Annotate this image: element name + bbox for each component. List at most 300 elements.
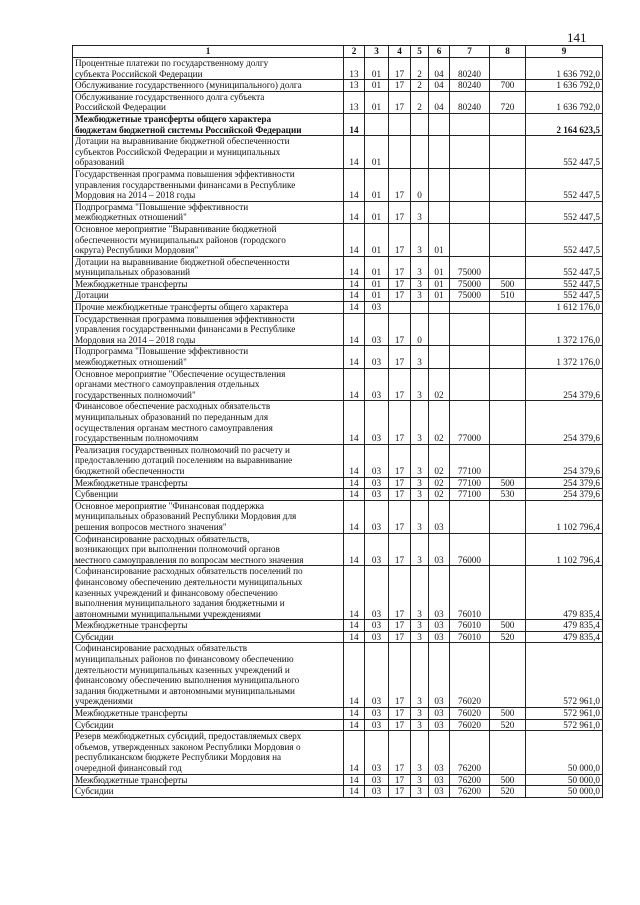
code-cell xyxy=(411,302,429,314)
code-cell xyxy=(365,113,389,135)
code-cell xyxy=(490,168,526,201)
code-cell: 03 xyxy=(365,708,389,720)
code-cell: 01 xyxy=(365,168,389,201)
code-cell xyxy=(490,643,526,708)
code-cell: 01 xyxy=(365,223,389,256)
code-cell: 75000 xyxy=(450,278,490,290)
code-cell: 17 xyxy=(389,80,411,92)
code-cell: 17 xyxy=(389,500,411,533)
amount-cell: 479 835,4 xyxy=(526,631,603,643)
row-name: Прочие межбюджетные трансферты общего характера xyxy=(73,302,344,314)
table-row xyxy=(73,113,603,135)
amount-cell: 254 379,6 xyxy=(526,477,603,489)
code-cell: 14 xyxy=(344,278,365,290)
code-cell: 80240 xyxy=(450,91,490,113)
row-name: Субвенции xyxy=(73,489,344,501)
code-cell: 3 xyxy=(411,731,429,774)
code-cell: 14 xyxy=(344,774,365,786)
code-cell xyxy=(490,113,526,135)
code-cell: 03 xyxy=(365,346,389,368)
code-cell xyxy=(450,346,490,368)
code-cell xyxy=(429,113,450,135)
code-cell: 01 xyxy=(365,201,389,223)
code-cell xyxy=(450,113,490,135)
amount-cell: 2 164 623,5 xyxy=(526,113,603,135)
amount-cell: 50 000,0 xyxy=(526,731,603,774)
code-cell: 720 xyxy=(490,91,526,113)
code-cell: 01 xyxy=(365,290,389,302)
code-cell: 80240 xyxy=(450,58,490,80)
amount-cell: 254 379,6 xyxy=(526,444,603,477)
code-cell: 3 xyxy=(411,346,429,368)
code-cell: 76000 xyxy=(450,533,490,566)
row-name: Основное мероприятие "Финансовая поддержка муниципальных образований Республики Мордовия для решения вопросов местного значения" xyxy=(73,500,344,533)
code-cell: 04 xyxy=(429,91,450,113)
code-cell: 17 xyxy=(389,719,411,731)
code-cell: 530 xyxy=(490,489,526,501)
code-cell: 3 xyxy=(411,719,429,731)
code-cell xyxy=(490,346,526,368)
code-cell: 01 xyxy=(365,256,389,278)
row-name: Реализация государственных полномочий по расчету и предоставлению дотаций поселениям на выравнивание бюджетной обеспеченности xyxy=(73,444,344,477)
code-cell xyxy=(490,136,526,169)
code-cell: 14 xyxy=(344,290,365,302)
code-cell: 17 xyxy=(389,631,411,643)
column-header: 3 xyxy=(365,46,389,58)
table-row xyxy=(73,80,603,92)
code-cell: 3 xyxy=(411,489,429,501)
code-cell: 3 xyxy=(411,774,429,786)
row-name: Государственная программа повышения эффективности управления государственными финансами в Республике Мордовия на 2014 – 2018 годы xyxy=(73,313,344,346)
code-cell: 01 xyxy=(365,136,389,169)
row-name: Финансовое обеспечение расходных обязательств муниципальных образований по переданным для осуществления органам местного самоуправления государственным полномочиям xyxy=(73,401,344,444)
code-cell xyxy=(490,731,526,774)
code-cell: 17 xyxy=(389,489,411,501)
code-cell: 2 xyxy=(411,58,429,80)
code-cell: 02 xyxy=(429,477,450,489)
code-cell: 500 xyxy=(490,620,526,632)
row-name: Основное мероприятие "Выравнивание бюджетной обеспеченности муниципальных районов (городского округа) Республики Мордовия" xyxy=(73,223,344,256)
row-name: Софинансирование расходных обязательств муниципальных районов по финансовому обеспечению деятельности муниципальных казенных учреждений и финансовому обеспечению выполнения муниципального задания бюджетными и автономными муниципальными учреждениями xyxy=(73,643,344,708)
code-cell: 14 xyxy=(344,620,365,632)
code-cell: 2 xyxy=(411,91,429,113)
code-cell: 77000 xyxy=(450,401,490,444)
code-cell: 14 xyxy=(344,113,365,135)
row-name: Основное мероприятие "Обеспечение осуществления органами местного самоуправления отдельных государственных полномочий" xyxy=(73,368,344,401)
code-cell: 03 xyxy=(365,533,389,566)
code-cell: 17 xyxy=(389,256,411,278)
code-cell: 03 xyxy=(365,774,389,786)
table-row xyxy=(73,708,603,720)
code-cell: 76020 xyxy=(450,708,490,720)
row-name: Межбюджетные трансферты xyxy=(73,774,344,786)
code-cell xyxy=(490,201,526,223)
code-cell: 17 xyxy=(389,201,411,223)
code-cell: 17 xyxy=(389,477,411,489)
code-cell xyxy=(490,313,526,346)
amount-cell: 254 379,6 xyxy=(526,368,603,401)
code-cell: 17 xyxy=(389,533,411,566)
code-cell: 3 xyxy=(411,368,429,401)
column-header: 6 xyxy=(429,46,450,58)
code-cell: 03 xyxy=(429,719,450,731)
code-cell: 76020 xyxy=(450,643,490,708)
amount-cell: 1 636 792,0 xyxy=(526,80,603,92)
code-cell: 500 xyxy=(490,708,526,720)
code-cell: 3 xyxy=(411,256,429,278)
table-row xyxy=(73,168,603,201)
code-cell xyxy=(389,113,411,135)
code-cell: 03 xyxy=(429,620,450,632)
row-name: Межбюджетные трансферты xyxy=(73,278,344,290)
table-row xyxy=(73,477,603,489)
table-row xyxy=(73,290,603,302)
amount-cell: 1 102 796,4 xyxy=(526,500,603,533)
code-cell: 03 xyxy=(365,731,389,774)
table-row xyxy=(73,278,603,290)
code-cell: 14 xyxy=(344,631,365,643)
code-cell xyxy=(450,302,490,314)
code-cell xyxy=(450,201,490,223)
code-cell: 14 xyxy=(344,136,365,169)
table-row xyxy=(73,58,603,80)
code-cell: 03 xyxy=(365,444,389,477)
row-name: Межбюджетные трансферты общего характера бюджетам бюджетной системы Российской Федерации xyxy=(73,113,344,135)
code-cell: 14 xyxy=(344,731,365,774)
code-cell: 03 xyxy=(429,500,450,533)
amount-cell: 1 636 792,0 xyxy=(526,91,603,113)
code-cell: 77100 xyxy=(450,477,490,489)
code-cell: 3 xyxy=(411,708,429,720)
table-body xyxy=(73,58,603,798)
code-cell: 03 xyxy=(429,731,450,774)
code-cell: 03 xyxy=(429,533,450,566)
code-cell: 76010 xyxy=(450,631,490,643)
code-cell: 17 xyxy=(389,731,411,774)
amount-cell: 552 447,5 xyxy=(526,256,603,278)
amount-cell: 1 372 176,0 xyxy=(526,313,603,346)
row-name: Субсидии xyxy=(73,786,344,798)
code-cell: 3 xyxy=(411,201,429,223)
code-cell: 03 xyxy=(365,313,389,346)
column-header: 7 xyxy=(450,46,490,58)
row-name: Межбюджетные трансферты xyxy=(73,708,344,720)
code-cell: 03 xyxy=(365,643,389,708)
code-cell: 520 xyxy=(490,719,526,731)
row-name: Государственная программа повышения эффективности управления государственными финансами в Республике Мордовия на 2014 – 2018 годы xyxy=(73,168,344,201)
code-cell xyxy=(490,256,526,278)
code-cell: 01 xyxy=(429,223,450,256)
code-cell xyxy=(450,368,490,401)
code-cell: 3 xyxy=(411,477,429,489)
amount-cell: 552 447,5 xyxy=(526,223,603,256)
code-cell xyxy=(389,302,411,314)
code-cell: 14 xyxy=(344,719,365,731)
code-cell: 03 xyxy=(365,401,389,444)
code-cell: 17 xyxy=(389,346,411,368)
row-name: Межбюджетные трансферты xyxy=(73,620,344,632)
code-cell: 17 xyxy=(389,278,411,290)
amount-cell: 1 612 176,0 xyxy=(526,302,603,314)
table-row xyxy=(73,731,603,774)
code-cell: 01 xyxy=(429,290,450,302)
code-cell: 2 xyxy=(411,80,429,92)
amount-cell: 572 961,0 xyxy=(526,719,603,731)
code-cell: 03 xyxy=(365,368,389,401)
code-cell: 3 xyxy=(411,643,429,708)
code-cell: 3 xyxy=(411,223,429,256)
table-row xyxy=(73,401,603,444)
code-cell xyxy=(490,401,526,444)
amount-cell: 254 379,6 xyxy=(526,489,603,501)
code-cell xyxy=(450,168,490,201)
code-cell: 14 xyxy=(344,566,365,620)
code-cell: 04 xyxy=(429,58,450,80)
code-cell: 17 xyxy=(389,58,411,80)
code-cell: 14 xyxy=(344,256,365,278)
code-cell xyxy=(411,136,429,169)
table-row xyxy=(73,786,603,798)
code-cell: 03 xyxy=(365,302,389,314)
table-row xyxy=(73,368,603,401)
code-cell: 3 xyxy=(411,290,429,302)
code-cell: 75000 xyxy=(450,256,490,278)
code-cell: 03 xyxy=(365,631,389,643)
row-name: Дотации на выравнивание бюджетной обеспеченности субъектов Российской Федерации и муниципальных образований xyxy=(73,136,344,169)
row-name: Подпрограмма "Повышение эффективности межбюджетных отношений" xyxy=(73,201,344,223)
code-cell xyxy=(490,566,526,620)
budget-table xyxy=(72,45,603,798)
code-cell: 03 xyxy=(365,786,389,798)
code-cell xyxy=(450,223,490,256)
amount-cell: 1 102 796,4 xyxy=(526,533,603,566)
code-cell: 3 xyxy=(411,620,429,632)
code-cell: 14 xyxy=(344,477,365,489)
code-cell: 3 xyxy=(411,401,429,444)
code-cell: 14 xyxy=(344,302,365,314)
amount-cell: 254 379,6 xyxy=(526,401,603,444)
code-cell: 76020 xyxy=(450,719,490,731)
code-cell: 17 xyxy=(389,313,411,346)
code-cell: 17 xyxy=(389,774,411,786)
code-cell xyxy=(429,136,450,169)
table-row xyxy=(73,620,603,632)
code-cell: 01 xyxy=(365,58,389,80)
code-cell: 14 xyxy=(344,201,365,223)
table-row xyxy=(73,489,603,501)
code-cell: 3 xyxy=(411,533,429,566)
table-row xyxy=(73,136,603,169)
code-cell: 14 xyxy=(344,346,365,368)
code-cell: 03 xyxy=(365,500,389,533)
header-row xyxy=(73,46,603,58)
table-row xyxy=(73,302,603,314)
code-cell: 14 xyxy=(344,313,365,346)
amount-cell: 479 835,4 xyxy=(526,620,603,632)
column-header: 9 xyxy=(526,46,603,58)
amount-cell: 50 000,0 xyxy=(526,774,603,786)
table-row xyxy=(73,500,603,533)
code-cell: 13 xyxy=(344,58,365,80)
code-cell: 02 xyxy=(429,368,450,401)
code-cell: 13 xyxy=(344,91,365,113)
table-row xyxy=(73,631,603,643)
code-cell: 01 xyxy=(365,80,389,92)
code-cell: 03 xyxy=(429,566,450,620)
code-cell: 77100 xyxy=(450,444,490,477)
row-name: Дотации xyxy=(73,290,344,302)
code-cell: 77100 xyxy=(450,489,490,501)
code-cell: 700 xyxy=(490,80,526,92)
code-cell xyxy=(429,302,450,314)
amount-cell: 552 447,5 xyxy=(526,201,603,223)
code-cell: 17 xyxy=(389,401,411,444)
code-cell xyxy=(429,313,450,346)
code-cell: 520 xyxy=(490,786,526,798)
code-cell: 14 xyxy=(344,368,365,401)
code-cell: 0 xyxy=(411,168,429,201)
code-cell: 14 xyxy=(344,786,365,798)
code-cell: 500 xyxy=(490,774,526,786)
code-cell: 14 xyxy=(344,533,365,566)
code-cell: 14 xyxy=(344,708,365,720)
amount-cell: 552 447,5 xyxy=(526,168,603,201)
code-cell: 03 xyxy=(365,620,389,632)
code-cell xyxy=(490,58,526,80)
code-cell: 17 xyxy=(389,620,411,632)
table-row xyxy=(73,774,603,786)
code-cell: 03 xyxy=(429,708,450,720)
row-name: Софинансирование расходных обязательств, возникающих при выполнении полномочий органов местного самоуправления по вопросам местного значения xyxy=(73,533,344,566)
code-cell: 03 xyxy=(429,786,450,798)
table-row xyxy=(73,643,603,708)
code-cell: 76200 xyxy=(450,774,490,786)
row-name: Обслуживание государственного (муниципального) долга xyxy=(73,80,344,92)
row-name: Подпрограмма "Повышение эффективности межбюджетных отношений" xyxy=(73,346,344,368)
code-cell: 3 xyxy=(411,631,429,643)
code-cell: 01 xyxy=(365,278,389,290)
row-name: Резерв межбюджетных субсидий, предоставляемых сверх объемов, утвержденных законом Республики Мордовия о республиканском бюджете Республики Мордовия на очередной финансовый год xyxy=(73,731,344,774)
row-name: Субсидии xyxy=(73,719,344,731)
code-cell: 520 xyxy=(490,631,526,643)
code-cell: 75000 xyxy=(450,290,490,302)
amount-cell: 572 961,0 xyxy=(526,708,603,720)
code-cell xyxy=(411,113,429,135)
code-cell: 17 xyxy=(389,368,411,401)
row-name: Дотации на выравнивание бюджетной обеспеченности муниципальных образований xyxy=(73,256,344,278)
code-cell: 500 xyxy=(490,278,526,290)
amount-cell: 552 447,5 xyxy=(526,290,603,302)
code-cell: 14 xyxy=(344,223,365,256)
amount-cell: 50 000,0 xyxy=(526,786,603,798)
table-row xyxy=(73,444,603,477)
code-cell: 17 xyxy=(389,444,411,477)
table-row xyxy=(73,533,603,566)
code-cell: 03 xyxy=(365,719,389,731)
code-cell: 3 xyxy=(411,278,429,290)
code-cell xyxy=(490,223,526,256)
code-cell: 14 xyxy=(344,489,365,501)
code-cell: 03 xyxy=(365,566,389,620)
table-row xyxy=(73,566,603,620)
table-row xyxy=(73,201,603,223)
code-cell: 76200 xyxy=(450,731,490,774)
code-cell xyxy=(450,500,490,533)
code-cell: 17 xyxy=(389,223,411,256)
code-cell: 01 xyxy=(429,256,450,278)
code-cell: 76010 xyxy=(450,566,490,620)
code-cell: 03 xyxy=(429,643,450,708)
code-cell: 76200 xyxy=(450,786,490,798)
code-cell xyxy=(429,346,450,368)
column-header: 2 xyxy=(344,46,365,58)
code-cell: 01 xyxy=(365,91,389,113)
code-cell: 17 xyxy=(389,708,411,720)
code-cell: 14 xyxy=(344,168,365,201)
code-cell xyxy=(490,500,526,533)
table-row xyxy=(73,223,603,256)
code-cell: 17 xyxy=(389,91,411,113)
amount-cell: 1 636 792,0 xyxy=(526,58,603,80)
code-cell: 02 xyxy=(429,401,450,444)
code-cell: 3 xyxy=(411,500,429,533)
code-cell: 14 xyxy=(344,643,365,708)
amount-cell: 552 447,5 xyxy=(526,136,603,169)
code-cell xyxy=(490,533,526,566)
column-header: 4 xyxy=(389,46,411,58)
table-row xyxy=(73,91,603,113)
code-cell: 04 xyxy=(429,80,450,92)
code-cell: 17 xyxy=(389,168,411,201)
column-header: 1 xyxy=(73,46,344,58)
code-cell: 03 xyxy=(429,631,450,643)
table-row xyxy=(73,346,603,368)
amount-cell: 479 835,4 xyxy=(526,566,603,620)
row-name: Субсидии xyxy=(73,631,344,643)
code-cell xyxy=(490,302,526,314)
code-cell xyxy=(450,136,490,169)
code-cell xyxy=(429,168,450,201)
code-cell: 17 xyxy=(389,566,411,620)
code-cell: 510 xyxy=(490,290,526,302)
table-row xyxy=(73,719,603,731)
table-row xyxy=(73,313,603,346)
code-cell xyxy=(429,201,450,223)
code-cell: 3 xyxy=(411,444,429,477)
table-row xyxy=(73,256,603,278)
code-cell: 13 xyxy=(344,80,365,92)
code-cell: 76010 xyxy=(450,620,490,632)
code-cell: 80240 xyxy=(450,80,490,92)
code-cell: 14 xyxy=(344,401,365,444)
code-cell xyxy=(490,368,526,401)
code-cell xyxy=(389,136,411,169)
code-cell: 01 xyxy=(429,278,450,290)
code-cell: 500 xyxy=(490,477,526,489)
row-name: Межбюджетные трансферты xyxy=(73,477,344,489)
code-cell: 02 xyxy=(429,489,450,501)
code-cell: 03 xyxy=(365,489,389,501)
amount-cell: 572 961,0 xyxy=(526,643,603,708)
code-cell: 14 xyxy=(344,444,365,477)
code-cell: 03 xyxy=(365,477,389,489)
code-cell: 3 xyxy=(411,786,429,798)
code-cell: 17 xyxy=(389,643,411,708)
code-cell: 14 xyxy=(344,500,365,533)
row-name: Софинансирование расходных обязательств поселений по финансовому обеспечению деятельности муниципальных казенных учреждений и финансовому обеспечению выполнения муниципального задания бюджетными и автономными муниципальными учреждениями xyxy=(73,566,344,620)
page-number: 141 xyxy=(567,30,587,45)
code-cell: 0 xyxy=(411,313,429,346)
